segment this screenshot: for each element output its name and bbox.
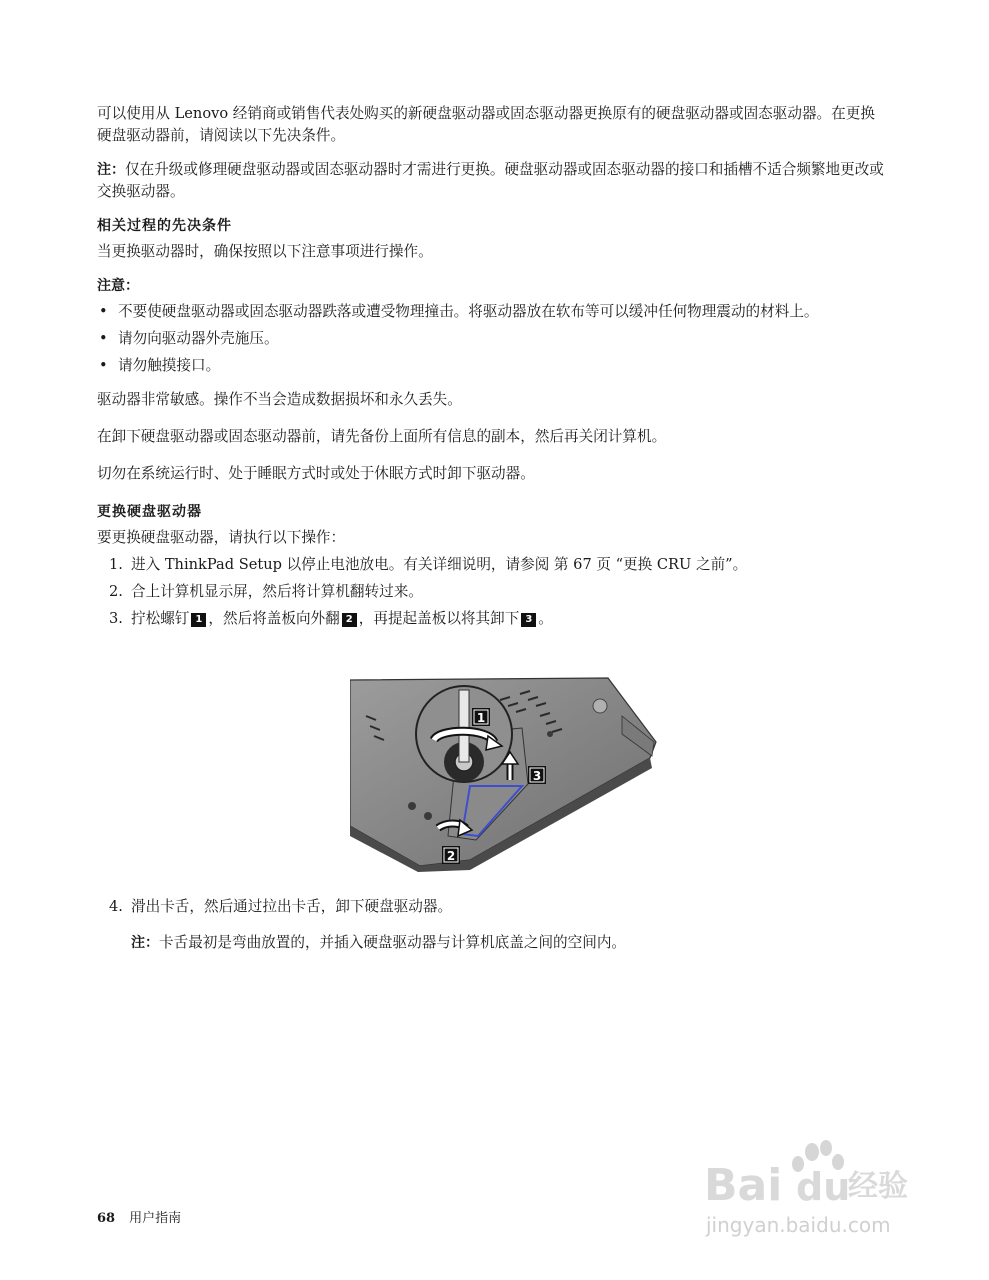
caution-item: • 请勿触摸接口。	[97, 355, 887, 377]
page-number: 68	[97, 1211, 116, 1226]
note-text: 卡舌最初是弯曲放置的，并插入硬盘驱动器与计算机底盖之间的空间内。	[159, 934, 627, 951]
laptop-bottom-illustration	[350, 676, 662, 872]
replace-intro: 要更换硬盘驱动器，请执行以下操作：	[97, 529, 346, 546]
prereq-text: 当更换驱动器时，确保按照以下注意事项进行操作。	[97, 243, 433, 260]
warning-text: 在卸下硬盘驱动器或固态驱动器前，请先备份上面所有信息的副本，然后再关闭计算机。	[97, 428, 667, 445]
intro-paragraph: 可以使用从 Lenovo 经销商或销售代表处购买的新硬盘驱动器或固态驱动器更换原有的硬盘驱动器或固态驱动器。在更换硬盘驱动器前，请阅读以下先决条件。	[97, 105, 875, 144]
replace-heading: 更换硬盘驱动器	[97, 504, 202, 520]
step-item: 3. 拧松螺钉 1 ，然后将盖板向外翻 2 ，再提起盖板以将其卸下 3 。	[109, 610, 553, 627]
note-label: 注：	[97, 162, 125, 178]
footer-title: 用户指南	[129, 1211, 182, 1226]
svg-text:du: du	[796, 1165, 851, 1209]
svg-text:2: 2	[446, 849, 456, 863]
note-label: 注：	[131, 935, 159, 951]
page-body	[97, 103, 887, 635]
caution-list	[97, 301, 887, 377]
svg-text:1: 1	[476, 711, 486, 725]
callout-badge: 1	[191, 613, 206, 627]
callout-1	[472, 708, 490, 726]
callout-2	[442, 846, 460, 864]
svg-text:3: 3	[532, 769, 542, 783]
caution-label: 注意：	[97, 278, 139, 294]
bullet-icon: •	[99, 330, 108, 347]
warning-text: 切勿在系统运行时、处于睡眠方式时或处于休眠方式时卸下驱动器。	[97, 465, 535, 482]
caution-item: • 请勿向驱动器外壳施压。	[97, 328, 887, 350]
step-item: 1. 进入 ThinkPad Setup 以停止电池放电。有关详细说明，请参阅 第 67 页 “更换 CRU 之前”。	[109, 556, 748, 573]
step-item: 4. 滑出卡舌，然后通过拉出卡舌，卸下硬盘驱动器。	[109, 898, 453, 915]
baidu-logo-icon	[700, 1130, 940, 1250]
svg-text:jingyan.baidu.com: jingyan.baidu.com	[706, 1213, 891, 1237]
prereq-heading: 相关过程的先决条件	[97, 218, 232, 234]
step4-note	[131, 932, 891, 954]
steps-list	[97, 554, 887, 630]
caution-item: • 不要使硬盘驱动器或固态驱动器跌落或遭受物理撞击。将驱动器放在软布等可以缓冲任何物理震动的材料上。	[97, 301, 887, 323]
callout-badge: 2	[342, 613, 357, 627]
laptop-drawing	[350, 676, 662, 872]
warning-text: 驱动器非常敏感。操作不当会造成数据损坏和永久丢失。	[97, 391, 462, 408]
svg-text:Bai: Bai	[704, 1160, 783, 1211]
baidu-watermark	[700, 1130, 940, 1250]
svg-text:经验: 经验	[848, 1169, 908, 1204]
bullet-icon: •	[99, 357, 108, 374]
page-footer	[97, 1208, 181, 1230]
note-paragraph	[97, 159, 887, 203]
note-text: 仅在升级或修理硬盘驱动器或固态驱动器时才需进行更换。硬盘驱动器或固态驱动器的接口和插槽不适合频繁地更改或交换驱动器。	[97, 161, 884, 200]
callout-badge: 3	[521, 613, 536, 627]
bullet-icon: •	[99, 303, 108, 320]
callout-3	[528, 766, 546, 784]
step-item: 2. 合上计算机显示屏，然后将计算机翻转过来。	[109, 583, 423, 600]
